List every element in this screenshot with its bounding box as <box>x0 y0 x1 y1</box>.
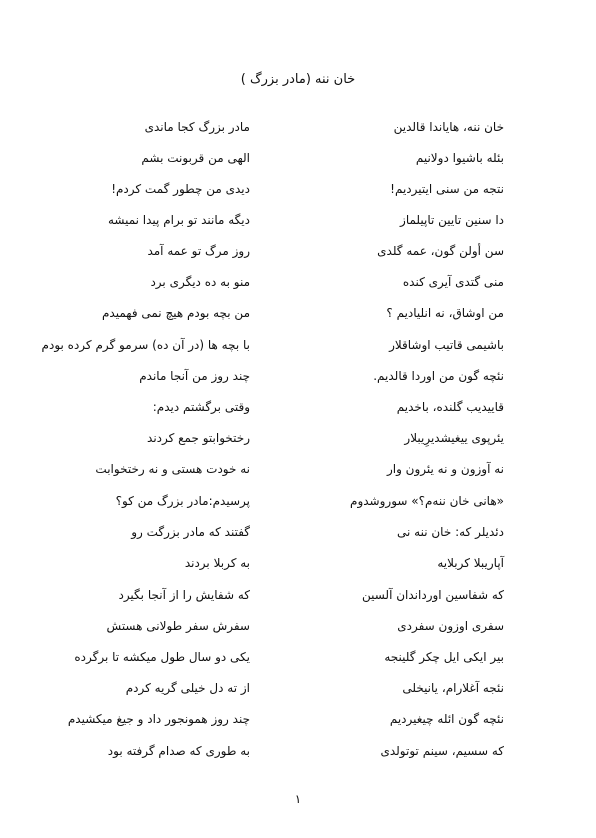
poem-line <box>0 650 596 670</box>
turkish-verse: «هانی خان ننه‌م؟» سوروشدوم <box>350 494 504 508</box>
turkish-verse: یئرپوی ییغیشدیرِیبلار <box>404 431 504 445</box>
turkish-verse: سفری اوزون سفردی <box>397 619 504 633</box>
poem-line <box>0 681 596 701</box>
persian-translation: دیدی من چطور گمت کردم! <box>111 182 250 196</box>
poem-line <box>0 619 596 639</box>
turkish-verse: که سسیم، سینم توتولدی <box>380 744 504 758</box>
turkish-verse: بئله باشیوا دولانیم <box>415 151 504 165</box>
turkish-verse: نتجه من سنی ایتیردیم! <box>390 182 504 196</box>
turkish-verse: بیر ایکی ایل چکر گلینجه <box>384 650 504 664</box>
poem-line <box>0 525 596 545</box>
persian-translation: چند روز همونجور داد و جیغ میکشیدم <box>67 712 250 726</box>
persian-translation: وقتی برگشتم دیدم: <box>152 400 250 414</box>
poem-line <box>0 182 596 202</box>
poem-line <box>0 120 596 140</box>
persian-translation: من بچه بودم هیچ نمی فهمیدم <box>102 306 250 320</box>
poem-line <box>0 275 596 295</box>
poem-line <box>0 244 596 264</box>
poem-line <box>0 556 596 576</box>
poem-line <box>0 744 596 764</box>
turkish-verse: نئچه گون من اوردا قالدیم. <box>373 369 504 383</box>
turkish-verse: منی گتدی آیری کنده <box>402 275 504 289</box>
poem-line <box>0 369 596 389</box>
page-number: ۱ <box>294 792 302 806</box>
poem-title: خان ننه (مادر بزرگ ) <box>240 72 356 87</box>
persian-translation: نه خودت هستی و نه رختخوابت <box>95 462 250 476</box>
turkish-verse: من اوشاق، نه انلیادیم ؟ <box>386 306 504 320</box>
persian-translation: با بچه ها (در آن ده) سرمو گرم کرده بودم <box>41 338 250 352</box>
turkish-verse: که شفاسین اورداندان آلسین <box>361 588 504 602</box>
persian-translation: از ته دل خیلی گریه کردم <box>125 681 250 695</box>
persian-translation: مادر بزرگ کجا ماندی <box>144 120 250 134</box>
persian-translation: چند روز من آنجا ماندم <box>139 369 250 383</box>
poem-line <box>0 494 596 514</box>
persian-translation: دیگه مانند تو برام پیدا نمیشه <box>107 213 250 227</box>
turkish-verse: سن أولن گون، عمه گلدی <box>377 244 504 258</box>
turkish-verse: نئجه آغلارام، یانیخلی <box>402 681 504 695</box>
persian-translation: منو به ده دیگری برد <box>150 275 250 289</box>
turkish-verse: نه آوزون و نه یئرون وار <box>386 462 504 476</box>
poem-line <box>0 338 596 358</box>
turkish-verse: قاییدیب گلنده، باخدیم <box>396 400 504 414</box>
poem-line <box>0 462 596 482</box>
poem-line <box>0 151 596 171</box>
persian-translation: به کربلا بردند <box>184 556 250 570</box>
persian-translation: سفرش سفر طولانی هستش <box>106 619 250 633</box>
turkish-verse: نئچه گون ائله چیغیردیم <box>389 712 504 726</box>
persian-translation: الهی من قربونت بشم <box>141 151 250 165</box>
persian-translation: که شفایش را از آنجا بگیرد <box>118 588 250 602</box>
turkish-verse: خان ننه، هایاندا قالدین <box>393 120 504 134</box>
persian-translation: به طوری که صدام گرفته بود <box>107 744 250 758</box>
poem-line <box>0 306 596 326</box>
poem-line <box>0 588 596 608</box>
persian-translation: یکی دو سال طول میکشه تا برگرده <box>74 650 250 664</box>
turkish-verse: باشیمی قاتیب اوشاقلار <box>389 338 504 352</box>
poem-line <box>0 712 596 732</box>
turkish-verse: دا سنین تایین تاپیلماز <box>400 213 504 227</box>
persian-translation: پرسیدم:مادر بزرگ من کو؟ <box>115 494 250 508</box>
poem-line <box>0 400 596 420</box>
turkish-verse: دئدیلر که: خان ننه نی <box>397 525 504 539</box>
persian-translation: گفتند که مادر بزرگت رو <box>131 525 250 539</box>
poem-line <box>0 213 596 233</box>
poem-line <box>0 431 596 451</box>
turkish-verse: آپاریبلا کربلایه <box>437 556 504 570</box>
persian-translation: روز مرگ تو عمه آمد <box>147 244 250 258</box>
persian-translation: رختخوابتو جمع کردند <box>147 431 250 445</box>
